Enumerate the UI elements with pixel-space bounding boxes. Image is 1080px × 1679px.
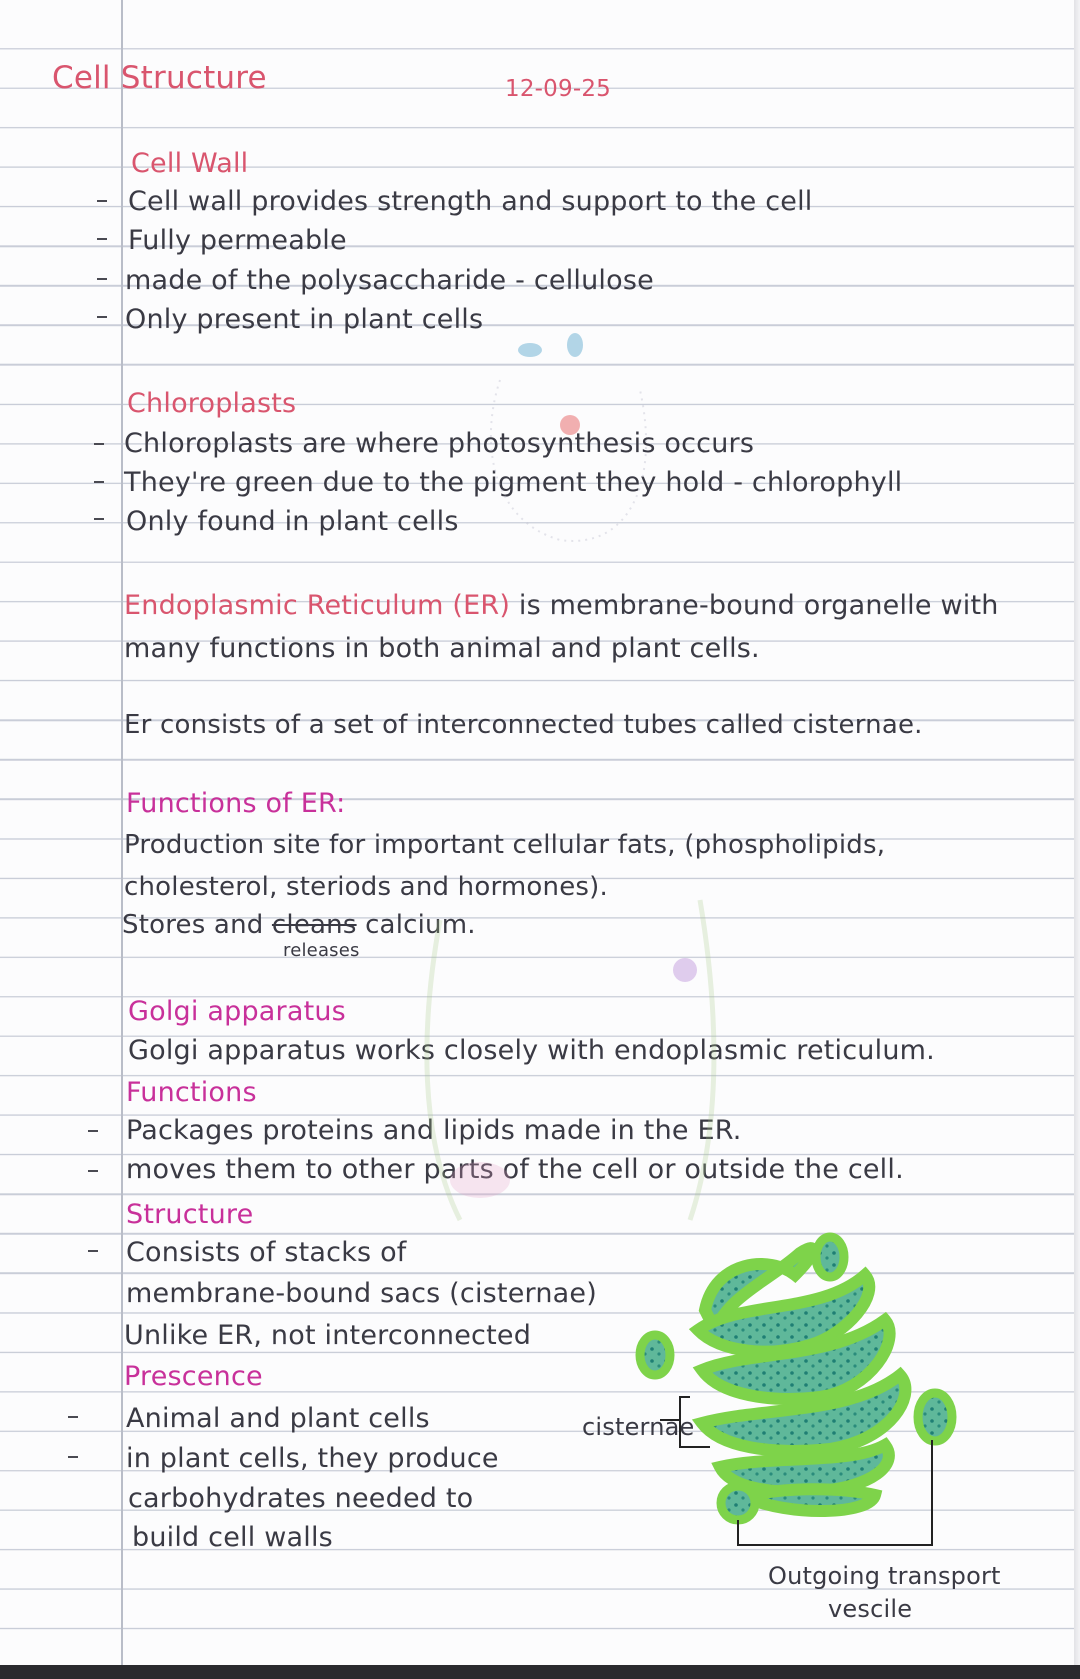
vesicle	[721, 1486, 755, 1520]
er-intro-line1	[124, 590, 999, 621]
bullet-dash	[94, 481, 104, 483]
golgi-intro: Golgi apparatus works closely with endoplasmic reticulum.	[128, 1035, 935, 1066]
er-stores-correction: releases	[283, 940, 360, 961]
label-vesicle-line1: Outgoing transport	[768, 1562, 1001, 1590]
er-function-line2: cholesterol, steriods and hormones).	[124, 872, 608, 902]
cell-wall-point: Cell wall provides strength and support to the cell	[128, 186, 813, 217]
bullet-dash	[94, 443, 104, 445]
cisterna	[745, 1489, 875, 1511]
golgi-presence-line: carbohydrates needed to	[128, 1483, 474, 1514]
bullet-dash	[88, 1250, 98, 1252]
cell-wall-point: Only present in plant cells	[125, 304, 484, 335]
er-intro-line2: many functions in both animal and plant cells.	[124, 633, 760, 664]
golgi-structure-heading: Structure	[126, 1199, 254, 1230]
vesicle	[816, 1237, 844, 1277]
vesicle	[918, 1393, 952, 1441]
cell-wall-heading: Cell Wall	[131, 148, 249, 179]
chloroplasts-point: They're green due to the pigment they hold - chlorophyll	[124, 467, 903, 498]
bullet-dash	[97, 200, 107, 202]
er-functions-heading: Functions of ER:	[126, 788, 346, 819]
label-cisternae: cisternae	[582, 1413, 695, 1441]
bottom-strip	[0, 1665, 1080, 1679]
page-title: Cell Structure	[52, 60, 267, 96]
golgi-presence-line: in plant cells, they produce	[126, 1443, 499, 1474]
er-function-line1: Production site for important cellular fats, (phospholipids,	[124, 830, 886, 860]
golgi-structure-line1: Consists of stacks of	[126, 1237, 407, 1268]
page-edge	[1074, 0, 1080, 1679]
er-stores-b: calcium.	[365, 910, 476, 940]
bullet-dash	[88, 1130, 98, 1132]
golgi-functions-heading: Functions	[126, 1077, 257, 1108]
bullet-dash	[97, 238, 107, 240]
er-heading: Endoplasmic Reticulum (ER)	[124, 590, 511, 621]
bullet-dash	[97, 278, 107, 280]
golgi-structure-line3: Unlike ER, not interconnected	[124, 1320, 532, 1351]
bullet-dash	[88, 1170, 98, 1172]
bullet-dash	[94, 518, 104, 520]
er-stores-a: Stores and	[122, 910, 264, 940]
er-stores-struck: cleans	[271, 910, 357, 940]
chloroplasts-point: Only found in plant cells	[126, 506, 459, 537]
golgi-structure-line2: membrane-bound sacs (cisternae)	[126, 1278, 597, 1309]
golgi-heading: Golgi apparatus	[128, 996, 346, 1027]
golgi-presence-heading: Prescence	[124, 1361, 263, 1392]
background-sketch	[400, 880, 730, 1240]
chloroplasts-point: Chloroplasts are where photosynthesis occurs	[124, 428, 755, 459]
cell-wall-point: Fully permeable	[128, 225, 347, 256]
golgi-diagram	[620, 1225, 1000, 1570]
margin-line	[121, 0, 123, 1679]
background-sketch	[470, 240, 670, 560]
bullet-dash	[97, 316, 107, 318]
page-date: 12-09-25	[505, 76, 611, 102]
golgi-presence-line: build cell walls	[132, 1522, 333, 1553]
label-vesicle-line2: vescile	[828, 1595, 913, 1623]
bullet-dash	[68, 1456, 78, 1458]
cell-wall-point: made of the polysaccharide - cellulose	[125, 265, 654, 296]
golgi-function: moves them to other parts of the cell or outside the cell.	[126, 1154, 904, 1185]
chloroplasts-heading: Chloroplasts	[127, 388, 297, 419]
er-consists: Er consists of a set of interconnected tubes called cisternae.	[124, 710, 923, 740]
golgi-function: Packages proteins and lipids made in the ER.	[126, 1115, 742, 1146]
vesicle	[640, 1335, 670, 1375]
bullet-dash	[68, 1416, 78, 1418]
golgi-presence-line: Animal and plant cells	[126, 1403, 430, 1434]
cisterna-stack	[698, 1248, 905, 1511]
er-intro-rest: is membrane-bound organelle with	[518, 590, 999, 621]
